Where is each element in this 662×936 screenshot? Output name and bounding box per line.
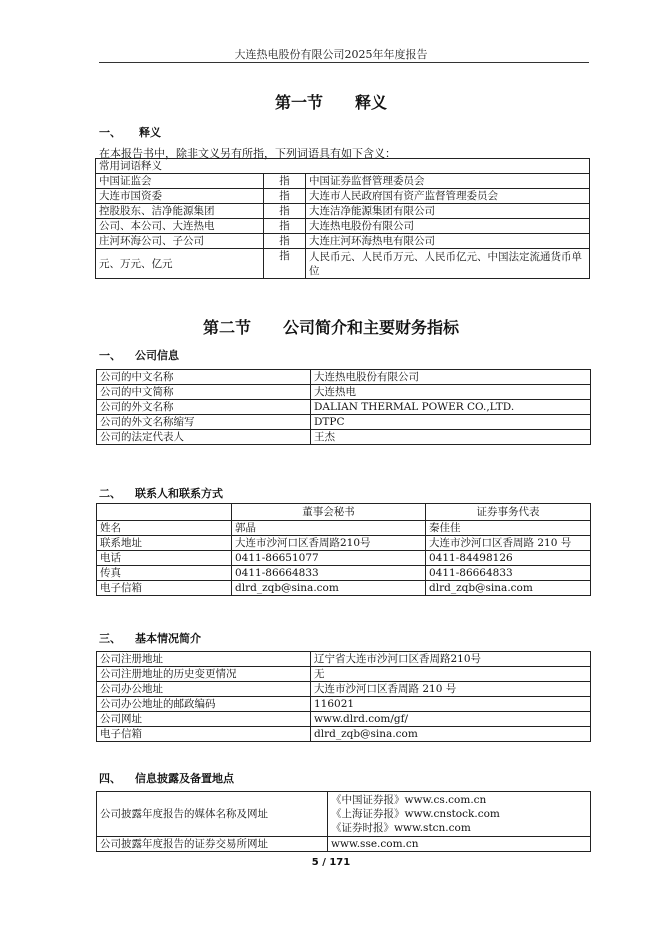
table-row: [97, 667, 591, 682]
definitions-table: [95, 158, 590, 279]
table-row: [97, 430, 591, 445]
symbol-cell: 指: [264, 204, 306, 219]
value-cell: 大连市沙河口区香周路 210 号: [426, 536, 591, 551]
term-cell: 大连市国资委: [96, 189, 264, 204]
section1-subheading: [99, 124, 161, 140]
label-cell: 公司注册地址的历史变更情况: [97, 667, 311, 682]
page-number: 5 / 171: [311, 857, 351, 868]
label-cell: 公司注册地址: [97, 652, 311, 667]
definition-cell: 中国证券监督管理委员会: [306, 174, 590, 189]
value-cell: www.sse.com.cn: [328, 837, 591, 852]
section1-intro: 在本报告书中，除非文义另有所指，下列词语具有如下含义：: [99, 147, 396, 160]
contact-subheading: [99, 485, 223, 501]
table-row: [97, 581, 591, 596]
subheading-label: 信息披露及备置地点: [135, 772, 234, 785]
table-row: [96, 249, 590, 279]
label-cell: 公司办公地址: [97, 682, 311, 697]
section2-title: 第二节 公司简介和主要财务指标: [202, 318, 459, 337]
subheading-number: 三、: [99, 632, 121, 645]
section1-title: 第一节 释义: [274, 93, 387, 112]
media-line: 《上海证券报》www.cnstock.com: [331, 808, 500, 820]
value-cell: dlrd_zqb@sina.com: [311, 727, 591, 742]
value-cell: dlrd_zqb@sina.com: [426, 581, 591, 596]
table-row: [97, 697, 591, 712]
label-cell: 公司的中文名称: [97, 370, 311, 385]
value-cell: 辽宁省大连市沙河口区香周路210号: [311, 652, 591, 667]
subheading-label: 释义: [139, 126, 161, 139]
value-cell: DTPC: [311, 415, 591, 430]
term-cell: 公司、本公司、大连热电: [96, 219, 264, 234]
value-cell: 0411-84498126: [426, 551, 591, 566]
value-cell: 0411-86664833: [426, 566, 591, 581]
value-cell: 0411-86664833: [232, 566, 426, 581]
table-row: [96, 174, 590, 189]
table-row: [97, 370, 591, 385]
term-cell: 控股股东、洁净能源集团: [96, 204, 264, 219]
symbol-cell: 指: [264, 189, 306, 204]
subheading-number: 四、: [99, 772, 121, 785]
definition-cell: 大连热电股份有限公司: [306, 219, 590, 234]
media-value-cell: [328, 792, 591, 837]
table-header-row: [97, 504, 591, 521]
table-row: [96, 189, 590, 204]
symbol-cell: 指: [264, 234, 306, 249]
basic-subheading: [99, 630, 201, 646]
value-cell: 116021: [311, 697, 591, 712]
column-header: 证券事务代表: [426, 504, 591, 521]
label-cell: 公司披露年度报告的证券交易所网址: [97, 837, 328, 852]
value-cell: 郭晶: [232, 521, 426, 536]
subheading-number: 二、: [99, 487, 121, 500]
subheading-label: 基本情况简介: [135, 632, 201, 645]
running-header: 大连热电股份有限公司2025年年度报告: [234, 48, 428, 61]
empty-header-cell: [97, 504, 232, 521]
table-row: [97, 837, 591, 852]
symbol-cell: 指: [264, 174, 306, 189]
value-cell: 秦佳佳: [426, 521, 591, 536]
value-cell: 大连热电: [311, 385, 591, 400]
table-row: [97, 712, 591, 727]
column-header: 董事会秘书: [232, 504, 426, 521]
media-line: 《证券时报》www.stcn.com: [331, 822, 471, 834]
value-cell: DALIAN THERMAL POWER CO.,LTD.: [311, 400, 591, 415]
definition-cell: 人民币元、人民币万元、人民币亿元、中国法定流通货币单位: [306, 249, 590, 279]
label-cell: 公司的中文简称: [97, 385, 311, 400]
table-row: [96, 234, 590, 249]
table-row: [96, 204, 590, 219]
table-row: [96, 219, 590, 234]
label-cell: 姓名: [97, 521, 232, 536]
term-cell: 元、万元、亿元: [96, 249, 264, 279]
label-cell: 公司的外文名称: [97, 400, 311, 415]
table-row: [97, 792, 591, 837]
subheading-number: 一、: [99, 126, 121, 139]
info-subheading: [99, 347, 179, 363]
value-cell: 无: [311, 667, 591, 682]
value-cell: www.dlrd.com/gf/: [311, 712, 591, 727]
subheading-number: 一、: [99, 349, 121, 362]
contact-table: [96, 503, 591, 596]
subheading-label: 联系人和联系方式: [135, 487, 223, 500]
table-row: [97, 385, 591, 400]
label-cell: 电子信箱: [97, 727, 311, 742]
term-cell: 庄河环海公司、子公司: [96, 234, 264, 249]
definitions-table-header: 常用词语释义: [96, 159, 590, 174]
label-cell: 电子信箱: [97, 581, 232, 596]
table-row: [97, 400, 591, 415]
label-cell: 电话: [97, 551, 232, 566]
table-row: [97, 727, 591, 742]
term-cell: 中国证监会: [96, 174, 264, 189]
value-cell: dlrd_zqb@sina.com: [232, 581, 426, 596]
value-cell: 王杰: [311, 430, 591, 445]
value-cell: 0411-86651077: [232, 551, 426, 566]
header-rule: [99, 62, 589, 63]
table-row: [97, 536, 591, 551]
table-row: [97, 521, 591, 536]
value-cell: 大连热电股份有限公司: [311, 370, 591, 385]
label-cell: 公司网址: [97, 712, 311, 727]
table-row: [97, 415, 591, 430]
label-cell: 公司披露年度报告的媒体名称及网址: [97, 792, 328, 837]
label-cell: 公司办公地址的邮政编码: [97, 697, 311, 712]
value-cell: 大连市沙河口区香周路210号: [232, 536, 426, 551]
table-row: [97, 682, 591, 697]
definition-cell: 大连洁净能源集团有限公司: [306, 204, 590, 219]
label-cell: 联系地址: [97, 536, 232, 551]
label-cell: 公司的法定代表人: [97, 430, 311, 445]
symbol-cell: 指: [264, 249, 306, 279]
basic-info-table: [96, 651, 591, 742]
label-cell: 公司的外文名称缩写: [97, 415, 311, 430]
disclosure-table: [96, 791, 591, 852]
table-row: [97, 551, 591, 566]
company-info-table: [96, 369, 591, 445]
value-cell: 大连市沙河口区香周路 210 号: [311, 682, 591, 697]
definition-cell: 大连庄河环海热电有限公司: [306, 234, 590, 249]
disclosure-subheading: [99, 770, 234, 786]
table-row: [97, 652, 591, 667]
media-line: 《中国证券报》www.cs.com.cn: [331, 794, 487, 806]
symbol-cell: 指: [264, 219, 306, 234]
subheading-label: 公司信息: [135, 349, 179, 362]
table-row: [97, 566, 591, 581]
definition-cell: 大连市人民政府国有资产监督管理委员会: [306, 189, 590, 204]
label-cell: 传真: [97, 566, 232, 581]
